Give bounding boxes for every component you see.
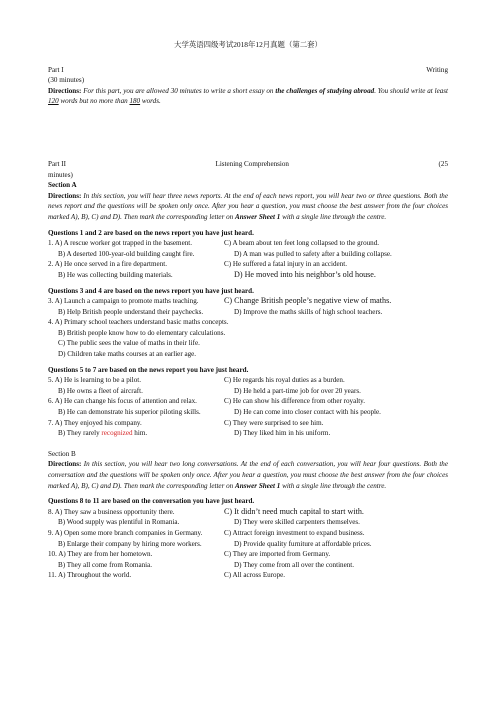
part1-name: Writing <box>426 65 448 74</box>
question-2: 2. A) He once served in a fire department. C) He suffered a fatal injury in an accident. <box>48 259 448 270</box>
group-header: Questions 5 to 7 are based on the news report you have just heard. <box>48 365 249 374</box>
exam-page <box>48 40 448 581</box>
section-b-directions: Directions: In this section, you will hear two long conversations. At the end of each conversation, you will hear four questions. Both the conversation and the questions will be spoken only once. After you hear a question, you must choose the best answer from the four choices marked A), B), C) and D). Then mark the corresponding letter on Answer Sheet 1 with a single line through the centre. <box>48 460 448 490</box>
question-3-row2 <box>48 307 448 318</box>
option: D) Children take maths courses at an earlier age. <box>58 350 197 359</box>
option: B) Enlarge their company by hiring more workers. <box>58 539 202 548</box>
group-header: Questions 8 to 11 are based on the conversation you have just heard. <box>48 497 255 506</box>
option: D) Provide quality furniture at affordable prices. <box>234 539 372 548</box>
section-a-heading: Section A <box>48 181 77 190</box>
option: D) They were skilled carpenters themselves. <box>234 518 360 527</box>
part2-time-a: (25 <box>438 159 448 168</box>
part1-directions: Directions: For this part, you are allowed 30 minutes to write a short essay on the challenges of studying abroad. You should write at least 120 words but no more than 180 words. <box>48 86 449 106</box>
option: C) A beam about ten feet long collapsed to the ground. <box>224 239 380 248</box>
option: C) Attract foreign investment to expand business. <box>224 528 365 537</box>
part1-heading <box>48 65 448 76</box>
question-9-row2 <box>48 539 448 550</box>
group-header: Questions 3 and 4 are based on the news report you have just heard. <box>48 286 254 295</box>
min-words: 120 <box>48 97 59 106</box>
option: B) They rarely recognized him. <box>58 429 148 438</box>
question-6: 6. A) He can change his focus of attention and relax. C) He can show his difference from other royalty. <box>48 396 448 407</box>
option: A) They enjoyed his company. <box>54 418 142 427</box>
question-5: 5. A) He is learning to be a pilot. C) He regards his royal duties as a burden. <box>48 375 448 386</box>
option: C) He can show his difference from other royalty. <box>224 397 366 406</box>
max-words: 180 <box>129 97 141 106</box>
question-8: 8. A) They saw a business opportunity there. C) It didn’t need much capital to start with. <box>48 507 448 518</box>
option: B) They all come from Romania. <box>58 560 153 569</box>
question-5-row2 <box>48 386 448 397</box>
option: B) Wood supply was plentiful in Romania. <box>58 518 180 527</box>
question-7: 7. A) They enjoyed his company. C) They were surprised to see him. <box>48 418 448 429</box>
question-6-row2 <box>48 407 448 418</box>
section-b-heading: Section B <box>48 449 76 458</box>
question-7-row2 <box>48 428 448 439</box>
option: C) It didn’t need much capital to start with. <box>224 506 364 516</box>
question-2-row2 <box>48 270 448 281</box>
question-10-row2 <box>48 560 448 571</box>
question-10: 10. A) They are from her hometown. C) They are imported from Germany. <box>48 549 448 560</box>
option: D) He held a part-time job for over 20 years. <box>234 386 361 395</box>
question-1-row2 <box>48 249 448 260</box>
option: A) He once served in a fire department. <box>54 260 167 269</box>
option: A) Throughout the world. <box>58 571 132 580</box>
part1-time: (30 minutes) <box>48 76 85 85</box>
directions-label: Directions: <box>48 86 82 95</box>
option: A) Launch a campaign to promote maths teaching. <box>54 297 199 306</box>
option: C) Change British people’s negative view of maths. <box>224 296 392 306</box>
question-3: 3. A) Launch a campaign to promote maths teaching. C) Change British people’s negative view of maths. <box>48 296 448 307</box>
option: C) They are imported from Germany. <box>224 550 331 559</box>
option: B) He owns a fleet of aircraft. <box>58 386 143 395</box>
option: A) He is learning to be a pilot. <box>54 376 142 385</box>
option: A) Open some more branch companies in Germany. <box>54 528 203 537</box>
essay-topic: the challenges of studying abroad <box>275 86 375 95</box>
question-8-row2 <box>48 517 448 528</box>
option: C) The public sees the value of maths in their life. <box>58 339 200 348</box>
option: C) They were surprised to see him. <box>224 418 324 427</box>
question-11: 11. A) Throughout the world. C) All across Europe. <box>48 570 448 581</box>
option: A) They saw a business opportunity there. <box>54 507 175 516</box>
option: D) Improve the maths skills of high school teachers. <box>234 307 383 316</box>
option: A) They are from her hometown. <box>58 550 153 559</box>
option: D) He can come into closer contact with his people. <box>234 408 381 417</box>
page-title: 大学英语四级考试2018年12月真题（第二套） <box>174 40 322 49</box>
option: A) Primary school teachers understand basic maths concepts. <box>54 318 229 327</box>
option: D) They come from all over the continent. <box>234 560 355 569</box>
option: D) He moved into his neighbor’s old house. <box>234 269 376 279</box>
part2-name: Listening Comprehension <box>215 159 289 168</box>
option: B) He can demonstrate his superior piloting skills. <box>58 408 201 417</box>
option: B) British people know how to do elementary calculations. <box>58 328 226 337</box>
option: C) He regards his royal duties as a burden. <box>224 376 345 385</box>
part2-label: Part II <box>48 159 66 168</box>
option: C) All across Europe. <box>224 571 286 580</box>
part2-heading <box>48 159 448 170</box>
highlighted-word: recognized <box>101 429 133 438</box>
option: B) A deserted 100-year-old building caught fire. <box>58 249 195 258</box>
group-header: Questions 1 and 2 are based on the news report you have just heard. <box>48 228 254 237</box>
part1-label: Part I <box>48 65 64 74</box>
option: D) A man was pulled to safety after a building collapse. <box>234 249 392 258</box>
option: A) He can change his focus of attention and relax. <box>54 397 197 406</box>
option: A) A rescue worker got trapped in the basement. <box>54 239 193 248</box>
question-9: 9. A) Open some more branch companies in Germany. C) Attract foreign investment to expand business. <box>48 528 448 539</box>
option: B) He was collecting building materials. <box>58 270 173 279</box>
option: B) Help British people understand their paychecks. <box>58 307 204 316</box>
option: C) He suffered a fatal injury in an accident. <box>224 260 347 269</box>
question-1: 1. A) A rescue worker got trapped in the basement. C) A beam about ten feet long collapsed to the ground. <box>48 238 448 249</box>
option: D) They liked him in his uniform. <box>234 429 331 438</box>
question-4: 4. A) Primary school teachers understand basic maths concepts. <box>48 318 229 327</box>
section-a-directions: Directions: In this section, you will hear three news reports. At the end of each news report, you will hear two or three questions. Both the news report and the questions will be spoken only once. After you hear a question, you must choose the best answer from the four choices marked A), B), C) and D). Then mark the corresponding letter on Answer Sheet 1 with a single line through the centre. <box>48 191 448 221</box>
part2-time-b: minutes) <box>48 170 73 179</box>
